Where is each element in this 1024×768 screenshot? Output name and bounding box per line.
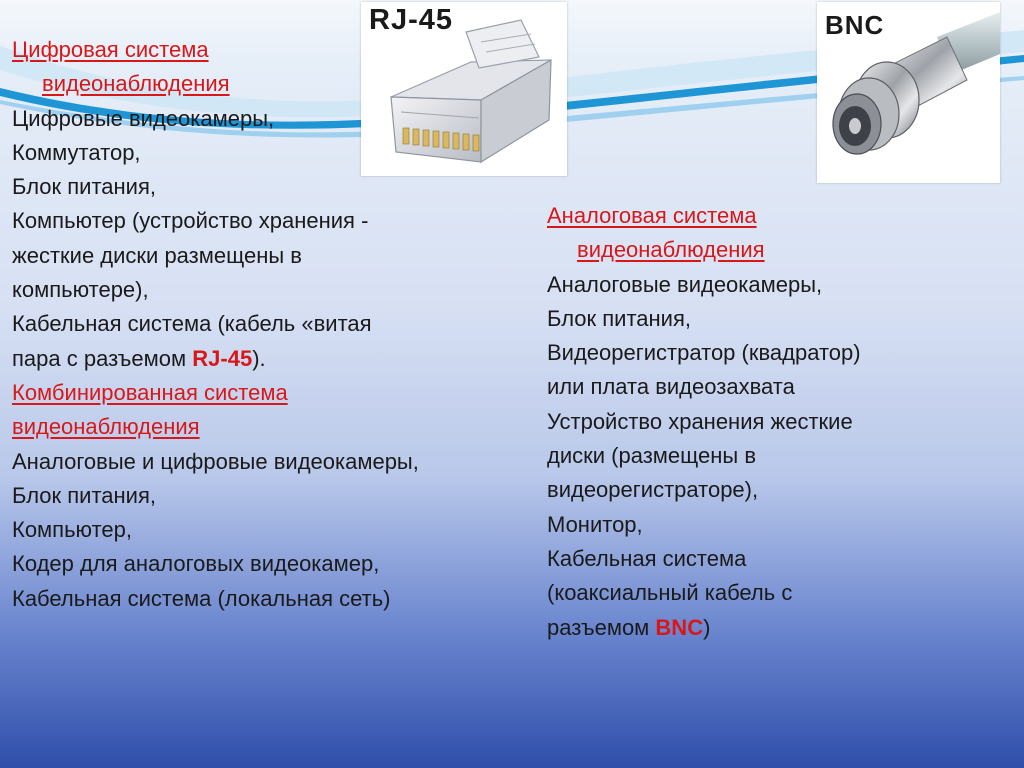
analog-item: Видеорегистратор (квадратор) bbox=[547, 340, 861, 366]
digital-item: Кабельная система (кабель «витая bbox=[12, 311, 372, 337]
digital-connector-suffix: ). bbox=[252, 345, 266, 371]
right-column bbox=[547, 199, 861, 645]
digital-item: Блок питания, bbox=[12, 174, 156, 200]
bnc-connector-name: BNC bbox=[655, 614, 704, 640]
combined-item: Аналоговые и цифровые видеокамеры, bbox=[12, 448, 419, 474]
left-column bbox=[12, 33, 419, 616]
combined-item: Блок питания, bbox=[12, 482, 156, 508]
digital-item: Цифровые видеокамеры, bbox=[12, 105, 275, 131]
analog-connector-prefix: разъемом bbox=[547, 614, 656, 640]
analog-item: видеорегистраторе), bbox=[547, 477, 759, 503]
analog-item: Аналоговые видеокамеры, bbox=[547, 271, 823, 297]
analog-item: (коаксиальный кабель с bbox=[547, 580, 793, 606]
combined-item: Кодер для аналоговых видеокамер, bbox=[12, 551, 380, 577]
analog-heading-line-2: видеонаблюдения bbox=[577, 237, 765, 263]
rj45-label: RJ-45 bbox=[369, 4, 453, 36]
digital-item: Коммутатор, bbox=[12, 139, 141, 165]
rj45-connector-name: RJ-45 bbox=[192, 345, 253, 371]
bnc-connector-image bbox=[817, 2, 1000, 183]
digital-heading-line-2: видеонаблюдения bbox=[42, 71, 230, 97]
digital-item: Компьютер (устройство хранения - bbox=[12, 208, 369, 234]
combined-heading-line-1: Комбинированная система bbox=[12, 379, 288, 405]
analog-item: или плата видеозахвата bbox=[547, 374, 795, 400]
analog-item: диски (размещены в bbox=[547, 443, 756, 469]
digital-heading-line-1: Цифровая система bbox=[12, 37, 209, 62]
analog-item: Блок питания, bbox=[547, 305, 691, 331]
digital-connector-line bbox=[12, 342, 419, 376]
combined-heading-line-2: видеонаблюдения bbox=[12, 414, 200, 440]
bnc-label: BNC bbox=[825, 10, 885, 40]
digital-item: жесткие диски размещены в bbox=[12, 242, 302, 268]
analog-connector-line bbox=[547, 611, 861, 645]
analog-item: Кабельная система bbox=[547, 545, 747, 571]
analog-connector-suffix: ) bbox=[703, 614, 711, 640]
analog-item: Устройство хранения жесткие bbox=[547, 408, 853, 434]
analog-heading-line-1: Аналоговая система bbox=[547, 203, 757, 228]
analog-item: Монитор, bbox=[547, 511, 643, 537]
digital-item: компьютере), bbox=[12, 277, 149, 303]
combined-item: Компьютер, bbox=[12, 517, 132, 543]
digital-connector-prefix: пара с разъемом bbox=[12, 345, 193, 371]
combined-item: Кабельная система (локальная сеть) bbox=[12, 585, 391, 611]
